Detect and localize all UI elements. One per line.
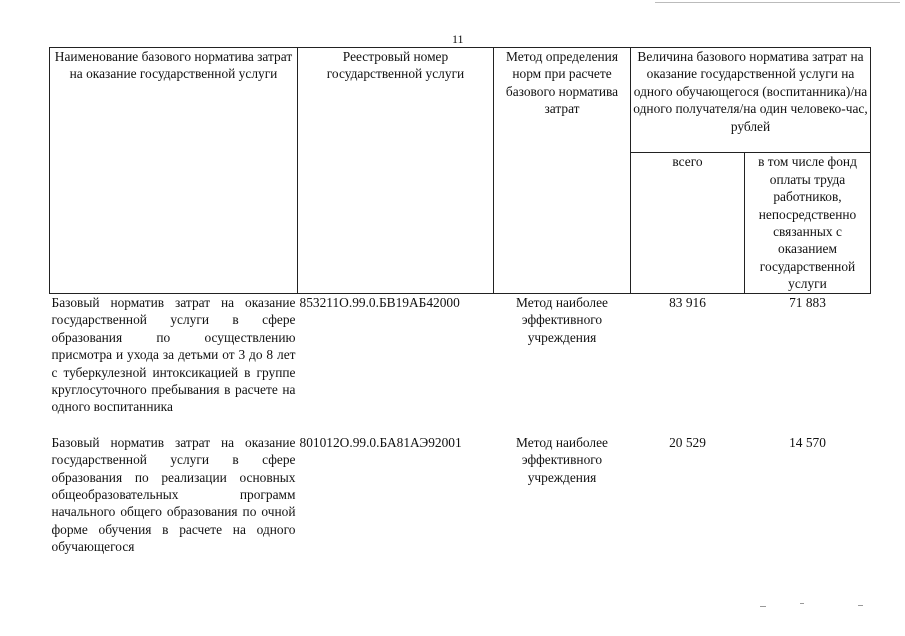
base-norms-table [49,47,871,556]
row-2-name: Базовый норматив затрат на оказание государственной услуги в сфере образования по реализации основных общеобразовательных программ начального общего образования по очной форме обучения в расчете на одного обучающегося [51,434,296,555]
header-total: всего [631,153,745,294]
row-1-registry-number: 853211О.99.0.БВ19АБ42000 [299,295,460,310]
table-row [50,294,871,416]
row-1-payroll: 71 883 [789,295,826,310]
scan-speck [800,603,804,604]
row-2-total: 20 529 [669,434,706,450]
row-2-method: Метод наиболее эффективного учреждения [516,434,608,485]
header-method: Метод определения норм при расчете базового норматива затрат [494,48,631,294]
row-1-name: Базовый норматив затрат на оказание государственной услуги в сфере образования по осуществлению присмотра и ухода за детьми от 3 до 8 лет с туберкулезной интоксикацией в группе круглосуточного пребывания в расчете на одного воспитанника [51,295,296,415]
row-spacer [50,416,871,434]
scan-edge-line [655,2,900,3]
table-row [50,434,871,556]
row-1-total: 83 916 [669,295,706,310]
header-registry-number: Реестровый номер государственной услуги [298,48,494,294]
scan-speck [760,606,766,607]
row-1-method: Метод наиболее эффективного учреждения [516,295,608,345]
row-2-registry-number: 801012О.99.0.БА81АЭ92001 [299,434,462,450]
scan-speck [858,605,863,606]
header-payroll: в том числе фонд оплаты труда работников, непосредственно связанных с оказанием государственной услуги [745,153,871,294]
header-value-group: Величина базового норматива затрат на оказание государственной услуги на одного обучающегося (воспитанника)/на одного получателя/на один человеко-час, рублей [631,48,871,153]
row-2-payroll: 14 570 [789,434,826,450]
header-name: Наименование базового норматива затрат на оказание государственной услуги [50,48,298,294]
page-number: 11 [452,32,464,46]
